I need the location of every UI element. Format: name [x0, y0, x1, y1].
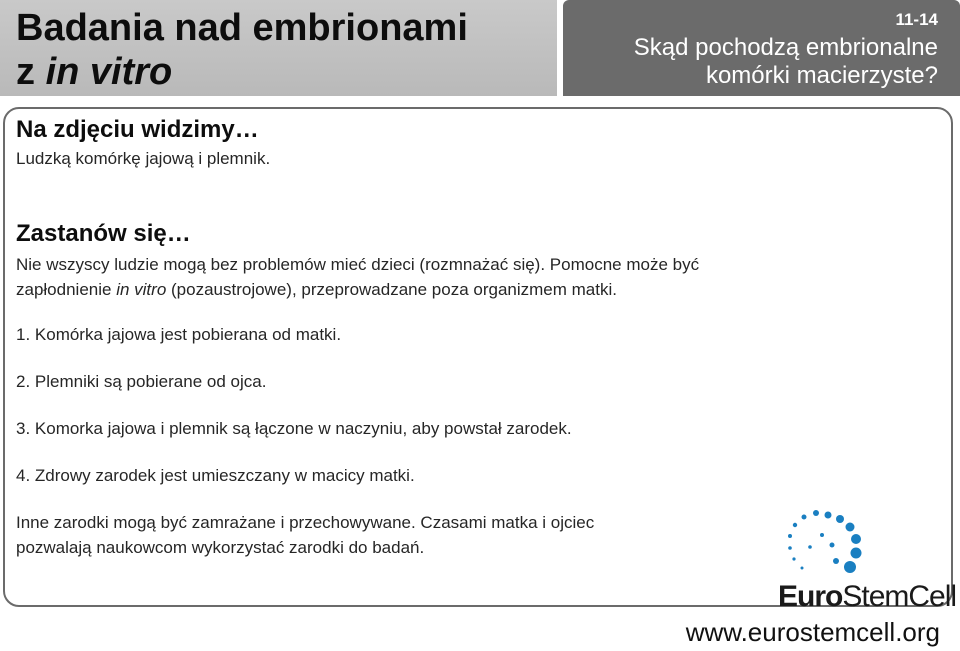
think-line-2-end: (pozaustrojowe), przeprowadzane poza organizmem matki. — [166, 280, 617, 299]
photo-text: Ludzką komórkę jajową i plemnik. — [16, 149, 271, 168]
think-heading: Zastanów się… — [16, 220, 191, 247]
logo-dots — [788, 510, 862, 573]
title-prefix: z — [16, 51, 46, 93]
step-2: 2. Plemniki są pobierane od ojca. — [16, 372, 267, 391]
step-1: 1. Komórka jajowa jest pobierana od matki. — [16, 325, 342, 344]
subtitle: Skąd pochodzą embrionalne komórki macierzyste? — [633, 34, 938, 89]
photo-heading: Na zdjęciu widzimy… — [16, 116, 259, 143]
title-line-1: Badania nad embrionami — [16, 7, 468, 49]
title-italic: in vitro — [45, 51, 173, 93]
think-line-2-start: zapłodnienie — [16, 280, 117, 299]
subtitle-panel — [563, 0, 960, 96]
title-line-2 — [16, 50, 468, 94]
think-line-1: Nie wszyscy ludzie mogą bez problemów mieć dzieci (rozmnażać się). Pomocne może być — [16, 255, 700, 274]
step-3: 3. Komorka jajowa i plemnik są łączone w naczyniu, aby powstał zarodek. — [16, 419, 572, 438]
header — [0, 0, 960, 96]
logo-bold: Euro — [778, 580, 843, 613]
closing-line-2: pozwalają naukowcom wykorzystać zarodki do badań. — [16, 538, 425, 557]
logo-wordmark — [778, 580, 956, 614]
website-url[interactable]: www.eurostemcell.org — [685, 617, 940, 647]
title-panel — [0, 0, 557, 96]
slide-code: 11-14 — [895, 10, 938, 29]
in-vitro-italic: in vitro — [116, 280, 167, 299]
page-title — [16, 6, 468, 94]
logo-light: StemCell — [842, 580, 957, 613]
closing-line-1: Inne zarodki mogą być zamrażane i przechowywane. Czasami matka i ojciec — [16, 513, 595, 532]
think-line-2 — [16, 277, 617, 302]
step-4: 4. Zdrowy zarodek jest umieszczany w macicy matki. — [16, 466, 415, 485]
